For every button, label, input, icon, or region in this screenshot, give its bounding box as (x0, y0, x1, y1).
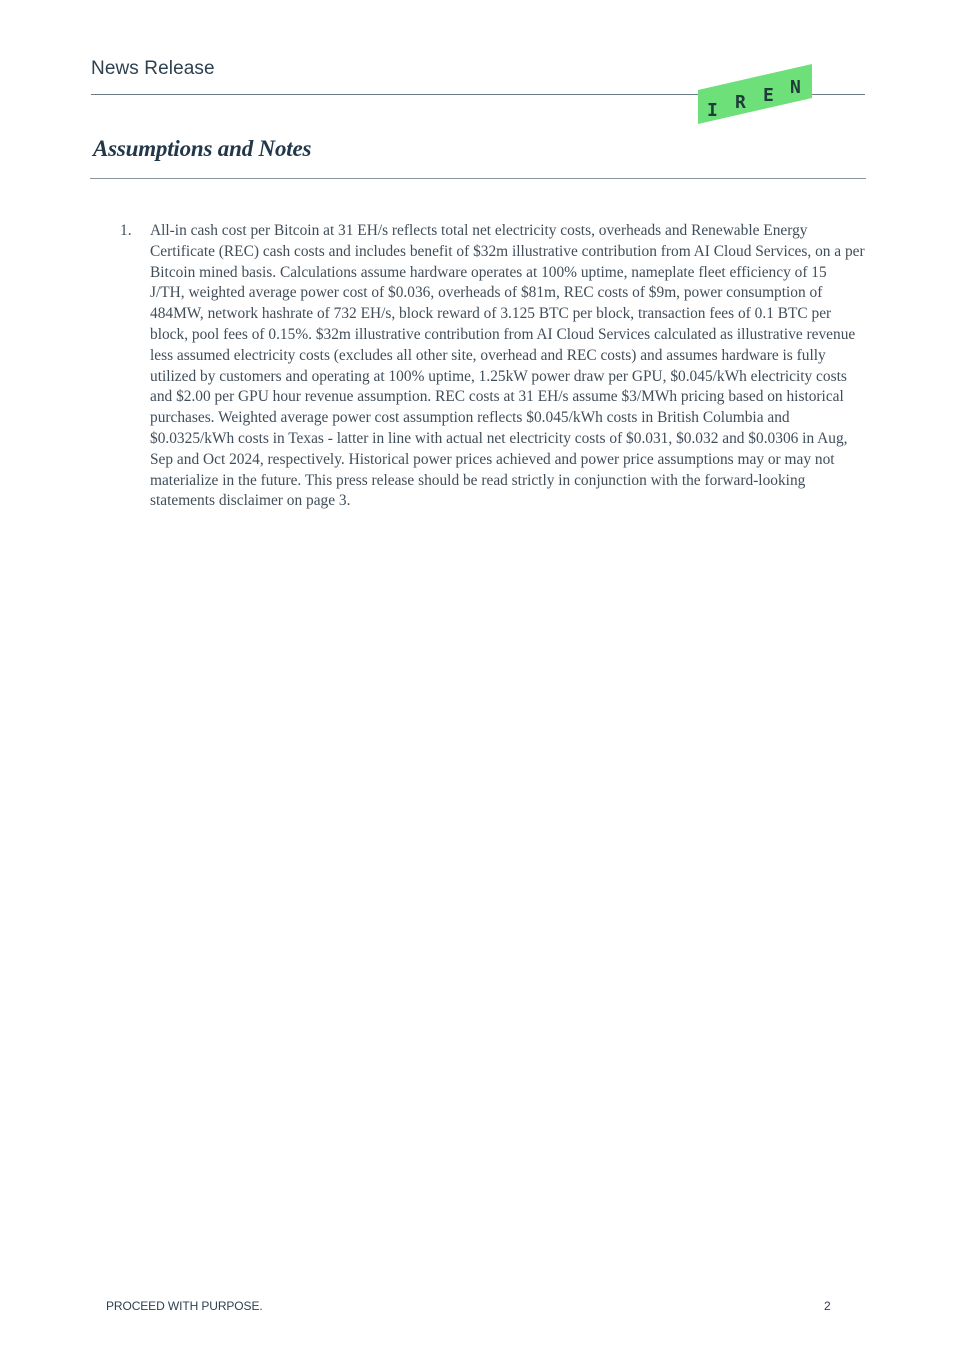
section-divider (90, 178, 866, 179)
iren-logo (696, 62, 814, 126)
note-item (120, 221, 865, 512)
logo-letter-r: R (735, 92, 746, 113)
note-text: All-in cash cost per Bitcoin at 31 EH/s reflects total net electricity costs, overheads and Renewable Energy Certificate (REC) cash costs and includes benefit of $32m illustrative contribution from AI Cloud Services, on a per Bitcoin mined basis. Calculations assume hardware operates at 100% uptime, nameplate fleet efficiency of 15 J/TH, weighted average power cost of $0.036, overheads of $81m, REC costs of $9m, power consumption of 484MW, network hashrate of 732 EH/s, block reward of 3.125 BTC per block, transaction fees of 0.1 BTC per block, pool fees of 0.15%. $32m illustrative contribution from AI Cloud Services calculated as illustrative revenue less assumed electricity costs (excludes all other site, overhead and REC costs) and assumes hardware is fully utilized by customers and operating at 100% uptime, 1.25kW power draw per GPU, $0.045/kWh electricity costs and $2.00 per GPU hour revenue assumption. REC costs at 31 EH/s assume $3/MWh pricing based on historical purchases. Weighted average power cost assumption reflects $0.045/kWh costs in British Columbia and $0.0325/kWh costs in Texas - latter in line with actual net electricity costs of $0.031, $0.032 and $0.0306 in Aug, Sep and Oct 2024, respectively. Historical power prices achieved and power price assumptions may or may not materialize in the future. This press release should be read strictly in conjunction with the forward-looking statements disclaimer on page 3. (150, 222, 865, 510)
section-title: Assumptions and Notes (93, 136, 312, 161)
logo-letter-n: N (790, 77, 801, 98)
notes-list (120, 221, 865, 512)
logo-letter-i: I (707, 100, 718, 121)
footer-slogan: PROCEED WITH PURPOSE. (106, 1299, 263, 1313)
news-release-label: News Release (91, 58, 215, 79)
logo-letter-e: E (763, 85, 774, 106)
page-number: 2 (824, 1299, 831, 1313)
note-number: 1. (120, 222, 132, 239)
